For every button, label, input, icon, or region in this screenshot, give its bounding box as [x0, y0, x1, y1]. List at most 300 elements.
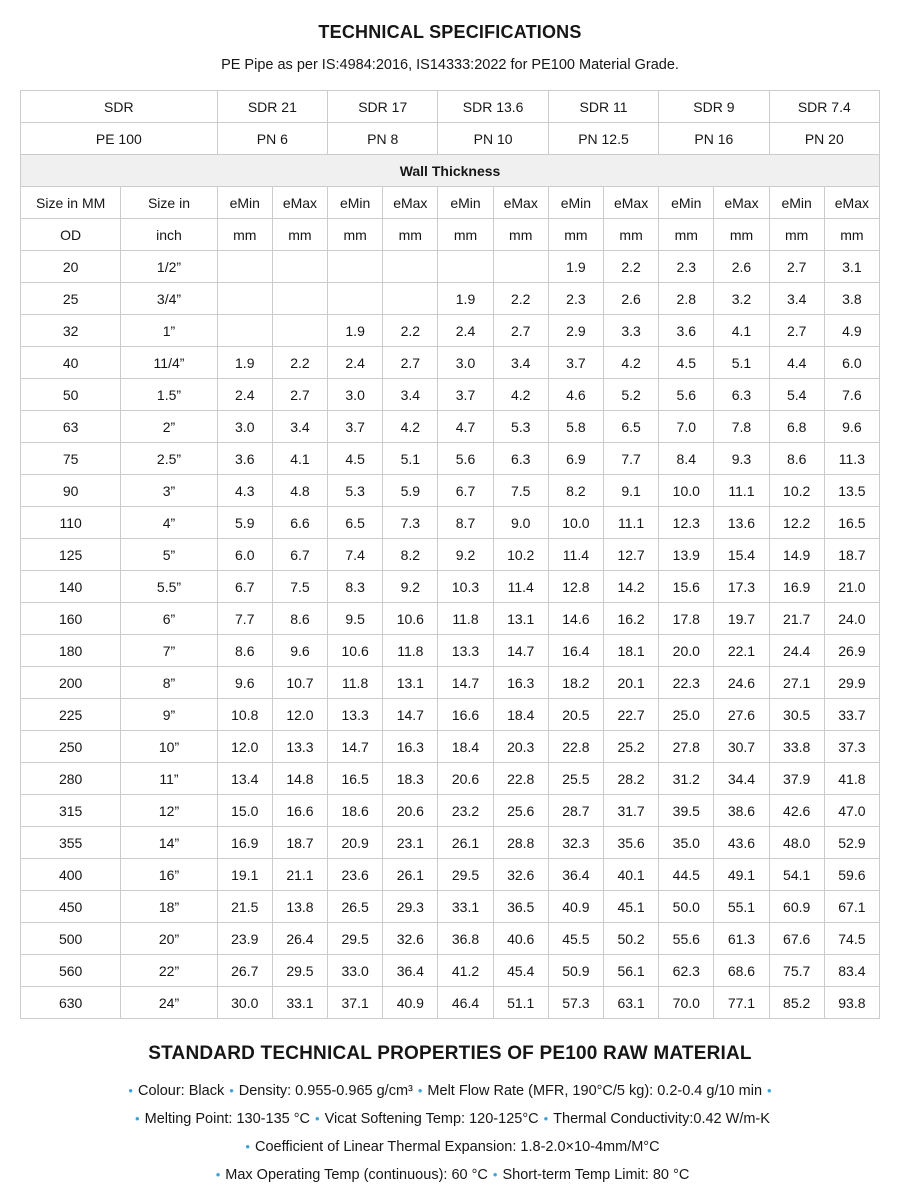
- property-item: Density: 0.955-0.965 g/cm³: [238, 1083, 413, 1099]
- thickness-value-cell: 13.3: [438, 635, 493, 667]
- sdr-value-cell: SDR 11: [548, 91, 658, 123]
- thickness-value-cell: 16.5: [328, 763, 383, 795]
- thickness-value-cell: 3.6: [217, 443, 272, 475]
- thickness-value-cell: 25.6: [493, 795, 548, 827]
- emin-emax-header-cell: eMax: [603, 187, 658, 219]
- od-value-cell: 90: [21, 475, 121, 507]
- thickness-value-cell: 37.1: [328, 987, 383, 1019]
- thickness-value-cell: 12.0: [217, 731, 272, 763]
- thickness-value-cell: 2.8: [659, 283, 714, 315]
- thickness-value-cell: 27.8: [659, 731, 714, 763]
- thickness-value-cell: 23.9: [217, 923, 272, 955]
- thickness-value-cell: 4.3: [217, 475, 272, 507]
- thickness-value-cell: 67.6: [769, 923, 824, 955]
- wall-thickness-header-row: [21, 155, 880, 187]
- table-row: [21, 795, 880, 827]
- thickness-value-cell: 18.4: [493, 699, 548, 731]
- property-item: Melting Point: 130-135 °C: [144, 1111, 310, 1127]
- thickness-value-cell: 2.7: [769, 251, 824, 283]
- thickness-value-cell: 40.9: [548, 891, 603, 923]
- thickness-value-cell: 2.7: [383, 347, 438, 379]
- sdr-value-cell: SDR 7.4: [769, 91, 879, 123]
- thickness-value-cell: 10.0: [659, 475, 714, 507]
- od-value-cell: 200: [21, 667, 121, 699]
- table-row: [21, 859, 880, 891]
- thickness-value-cell: 5.6: [659, 379, 714, 411]
- thickness-value-cell: 2.6: [714, 251, 769, 283]
- thickness-value-cell: 28.8: [493, 827, 548, 859]
- thickness-value-cell: 20.5: [548, 699, 603, 731]
- thickness-value-cell: 12.7: [603, 539, 658, 571]
- inch-value-cell: 5”: [121, 539, 217, 571]
- od-value-cell: 355: [21, 827, 121, 859]
- inch-value-cell: 11”: [121, 763, 217, 795]
- thickness-value-cell: 3.4: [493, 347, 548, 379]
- thickness-value-cell: 3.0: [328, 379, 383, 411]
- thickness-value-cell: 36.8: [438, 923, 493, 955]
- table-row: [21, 507, 880, 539]
- inch-value-cell: 10”: [121, 731, 217, 763]
- thickness-value-cell: 2.6: [603, 283, 658, 315]
- property-item: Max Operating Temp (continuous): 60 °C: [225, 1167, 488, 1183]
- thickness-value-cell: 2.2: [493, 283, 548, 315]
- bullet-icon: •: [417, 1083, 423, 1098]
- thickness-value-cell: 13.3: [272, 731, 327, 763]
- thickness-value-cell: 31.2: [659, 763, 714, 795]
- thickness-value-cell: 4.2: [493, 379, 548, 411]
- thickness-value-cell: [383, 251, 438, 283]
- mm-unit-cell: mm: [769, 219, 824, 251]
- emin-emax-header-cell: eMax: [824, 187, 879, 219]
- thickness-value-cell: 7.5: [272, 571, 327, 603]
- thickness-value-cell: 62.3: [659, 955, 714, 987]
- thickness-value-cell: 9.3: [714, 443, 769, 475]
- thickness-value-cell: 51.1: [493, 987, 548, 1019]
- thickness-value-cell: 12.0: [272, 699, 327, 731]
- thickness-value-cell: 36.4: [383, 955, 438, 987]
- emin-emax-header-cell: eMax: [272, 187, 327, 219]
- thickness-value-cell: 43.6: [714, 827, 769, 859]
- od-value-cell: 32: [21, 315, 121, 347]
- inch-value-cell: 18”: [121, 891, 217, 923]
- property-line: [0, 1133, 900, 1161]
- table-row: [21, 987, 880, 1019]
- thickness-value-cell: 2.4: [438, 315, 493, 347]
- thickness-value-cell: 3.7: [438, 379, 493, 411]
- od-value-cell: 160: [21, 603, 121, 635]
- mm-unit-cell: mm: [438, 219, 493, 251]
- thickness-value-cell: 54.1: [769, 859, 824, 891]
- od-value-cell: 25: [21, 283, 121, 315]
- thickness-value-cell: 3.3: [603, 315, 658, 347]
- thickness-value-cell: 4.4: [769, 347, 824, 379]
- thickness-value-cell: 49.1: [714, 859, 769, 891]
- thickness-value-cell: 10.8: [217, 699, 272, 731]
- thickness-value-cell: 35.6: [603, 827, 658, 859]
- thickness-value-cell: 23.6: [328, 859, 383, 891]
- thickness-value-cell: 32.3: [548, 827, 603, 859]
- page-subtitle: PE Pipe as per IS:4984:2016, IS14333:2022 for PE100 Material Grade.: [221, 57, 679, 73]
- thickness-value-cell: 20.0: [659, 635, 714, 667]
- table-row: [21, 955, 880, 987]
- thickness-value-cell: 11.8: [383, 635, 438, 667]
- inch-value-cell: 24”: [121, 987, 217, 1019]
- thickness-value-cell: 5.6: [438, 443, 493, 475]
- table-row: [21, 571, 880, 603]
- thickness-value-cell: 2.2: [383, 315, 438, 347]
- sdr-header-row: [21, 91, 880, 123]
- thickness-value-cell: 7.7: [603, 443, 658, 475]
- thickness-value-cell: 18.7: [272, 827, 327, 859]
- thickness-value-cell: 4.7: [438, 411, 493, 443]
- inch-value-cell: 20”: [121, 923, 217, 955]
- thickness-value-cell: [493, 251, 548, 283]
- thickness-value-cell: 27.6: [714, 699, 769, 731]
- thickness-value-cell: 26.5: [328, 891, 383, 923]
- table-row: [21, 603, 880, 635]
- mm-unit-cell: mm: [383, 219, 438, 251]
- thickness-value-cell: 29.9: [824, 667, 879, 699]
- thickness-value-cell: 6.7: [217, 571, 272, 603]
- thickness-value-cell: 5.1: [383, 443, 438, 475]
- thickness-value-cell: 11.1: [714, 475, 769, 507]
- thickness-value-cell: 23.1: [383, 827, 438, 859]
- thickness-value-cell: 4.8: [272, 475, 327, 507]
- thickness-value-cell: 5.8: [548, 411, 603, 443]
- od-value-cell: 500: [21, 923, 121, 955]
- thickness-value-cell: 2.9: [548, 315, 603, 347]
- thickness-value-cell: 9.2: [438, 539, 493, 571]
- thickness-value-cell: 2.2: [603, 251, 658, 283]
- thickness-value-cell: 20.6: [438, 763, 493, 795]
- thickness-value-cell: 22.3: [659, 667, 714, 699]
- thickness-value-cell: 1.9: [548, 251, 603, 283]
- pn-value-cell: PN 16: [659, 123, 769, 155]
- thickness-value-cell: 9.0: [493, 507, 548, 539]
- thickness-value-cell: 19.1: [217, 859, 272, 891]
- thickness-value-cell: 8.6: [217, 635, 272, 667]
- thickness-value-cell: 14.7: [328, 731, 383, 763]
- thickness-value-cell: [328, 251, 383, 283]
- size-inch-header-cell: Size in: [121, 187, 217, 219]
- pn-value-cell: PN 10: [438, 123, 548, 155]
- thickness-value-cell: 6.7: [272, 539, 327, 571]
- pn-value-cell: PN 12.5: [548, 123, 658, 155]
- inch-value-cell: 1”: [121, 315, 217, 347]
- thickness-value-cell: 9.2: [383, 571, 438, 603]
- thickness-value-cell: 6.0: [824, 347, 879, 379]
- od-value-cell: 180: [21, 635, 121, 667]
- mm-unit-cell: mm: [272, 219, 327, 251]
- thickness-value-cell: [272, 315, 327, 347]
- property-item: Short-term Temp Limit: 80 °C: [502, 1167, 690, 1183]
- inch-value-cell: 1.5”: [121, 379, 217, 411]
- thickness-value-cell: 13.4: [217, 763, 272, 795]
- thickness-value-cell: 3.4: [769, 283, 824, 315]
- pipe-spec-table-body: [21, 91, 880, 1019]
- thickness-value-cell: 5.9: [383, 475, 438, 507]
- thickness-value-cell: 8.2: [383, 539, 438, 571]
- bullet-icon: •: [492, 1167, 498, 1182]
- thickness-value-cell: 7.0: [659, 411, 714, 443]
- table-row: [21, 731, 880, 763]
- od-value-cell: 50: [21, 379, 121, 411]
- thickness-value-cell: 26.7: [217, 955, 272, 987]
- thickness-value-cell: 10.0: [548, 507, 603, 539]
- thickness-value-cell: 3.7: [548, 347, 603, 379]
- pn-value-cell: PN 20: [769, 123, 879, 155]
- thickness-value-cell: 21.1: [272, 859, 327, 891]
- thickness-value-cell: 16.2: [603, 603, 658, 635]
- table-row: [21, 347, 880, 379]
- thickness-value-cell: 5.1: [714, 347, 769, 379]
- thickness-value-cell: 6.5: [328, 507, 383, 539]
- bullet-icon: •: [229, 1083, 234, 1098]
- thickness-value-cell: 12.2: [769, 507, 824, 539]
- pn-header-row: [21, 123, 880, 155]
- mm-unit-cell: mm: [659, 219, 714, 251]
- inch-value-cell: 8”: [121, 667, 217, 699]
- thickness-value-cell: 7.5: [493, 475, 548, 507]
- emin-emax-header-cell: eMin: [548, 187, 603, 219]
- thickness-value-cell: 4.2: [383, 411, 438, 443]
- thickness-value-cell: 47.0: [824, 795, 879, 827]
- thickness-value-cell: 46.4: [438, 987, 493, 1019]
- thickness-value-cell: 18.6: [328, 795, 383, 827]
- thickness-value-cell: 4.1: [714, 315, 769, 347]
- thickness-value-cell: 55.6: [659, 923, 714, 955]
- bullet-icon: •: [135, 1111, 140, 1126]
- thickness-value-cell: 19.7: [714, 603, 769, 635]
- thickness-value-cell: 30.0: [217, 987, 272, 1019]
- thickness-value-cell: 15.0: [217, 795, 272, 827]
- thickness-value-cell: 4.5: [659, 347, 714, 379]
- thickness-value-cell: 50.0: [659, 891, 714, 923]
- thickness-value-cell: [217, 315, 272, 347]
- inch-value-cell: 7”: [121, 635, 217, 667]
- thickness-value-cell: 61.3: [714, 923, 769, 955]
- thickness-value-cell: 55.1: [714, 891, 769, 923]
- thickness-value-cell: 7.8: [714, 411, 769, 443]
- thickness-value-cell: 8.6: [769, 443, 824, 475]
- od-value-cell: 280: [21, 763, 121, 795]
- thickness-value-cell: 11.4: [493, 571, 548, 603]
- od-value-cell: 75: [21, 443, 121, 475]
- thickness-value-cell: 20.3: [493, 731, 548, 763]
- thickness-value-cell: 20.1: [603, 667, 658, 699]
- thickness-value-cell: 3.6: [659, 315, 714, 347]
- thickness-value-cell: 11.4: [548, 539, 603, 571]
- thickness-value-cell: 24.4: [769, 635, 824, 667]
- thickness-value-cell: 48.0: [769, 827, 824, 859]
- thickness-value-cell: 10.3: [438, 571, 493, 603]
- thickness-value-cell: 14.2: [603, 571, 658, 603]
- thickness-value-cell: 13.5: [824, 475, 879, 507]
- od-value-cell: 63: [21, 411, 121, 443]
- thickness-value-cell: 2.3: [659, 251, 714, 283]
- thickness-value-cell: 4.5: [328, 443, 383, 475]
- inch-value-cell: 4”: [121, 507, 217, 539]
- inch-value-cell: 2”: [121, 411, 217, 443]
- thickness-value-cell: 3.0: [217, 411, 272, 443]
- thickness-value-cell: 4.9: [824, 315, 879, 347]
- od-value-cell: 315: [21, 795, 121, 827]
- thickness-value-cell: [328, 283, 383, 315]
- thickness-value-cell: 18.3: [383, 763, 438, 795]
- thickness-value-cell: 7.6: [824, 379, 879, 411]
- thickness-value-cell: 1.9: [217, 347, 272, 379]
- thickness-value-cell: 9.6: [824, 411, 879, 443]
- thickness-value-cell: 18.7: [824, 539, 879, 571]
- mm-unit-cell: mm: [548, 219, 603, 251]
- thickness-value-cell: 11.1: [603, 507, 658, 539]
- emin-emax-header-cell: eMin: [659, 187, 714, 219]
- thickness-value-cell: 70.0: [659, 987, 714, 1019]
- thickness-value-cell: 3.2: [714, 283, 769, 315]
- table-row: [21, 283, 880, 315]
- table-row: [21, 827, 880, 859]
- mm-unit-cell: mm: [714, 219, 769, 251]
- thickness-value-cell: 6.9: [548, 443, 603, 475]
- thickness-value-cell: 41.2: [438, 955, 493, 987]
- thickness-value-cell: 8.2: [548, 475, 603, 507]
- od-header-cell: OD: [21, 219, 121, 251]
- table-row: [21, 443, 880, 475]
- thickness-value-cell: 37.9: [769, 763, 824, 795]
- thickness-value-cell: 5.3: [493, 411, 548, 443]
- thickness-value-cell: 9.5: [328, 603, 383, 635]
- thickness-value-cell: 56.1: [603, 955, 658, 987]
- emin-emax-header-cell: eMin: [217, 187, 272, 219]
- sdr-value-cell: SDR 13.6: [438, 91, 548, 123]
- thickness-value-cell: 1.9: [438, 283, 493, 315]
- thickness-value-cell: 7.3: [383, 507, 438, 539]
- bullet-icon: •: [767, 1083, 772, 1098]
- thickness-value-cell: 42.6: [769, 795, 824, 827]
- thickness-value-cell: 63.1: [603, 987, 658, 1019]
- table-row: [21, 315, 880, 347]
- thickness-value-cell: 4.1: [272, 443, 327, 475]
- thickness-value-cell: 2.7: [769, 315, 824, 347]
- thickness-value-cell: 22.7: [603, 699, 658, 731]
- thickness-value-cell: 41.8: [824, 763, 879, 795]
- thickness-value-cell: 17.8: [659, 603, 714, 635]
- thickness-value-cell: 3.4: [272, 411, 327, 443]
- inch-value-cell: 5.5”: [121, 571, 217, 603]
- property-item: Colour: Black: [137, 1083, 225, 1099]
- material-grade-cell: PE 100: [21, 123, 218, 155]
- thickness-value-cell: 8.3: [328, 571, 383, 603]
- thickness-value-cell: 18.1: [603, 635, 658, 667]
- thickness-value-cell: 67.1: [824, 891, 879, 923]
- thickness-value-cell: 10.2: [493, 539, 548, 571]
- thickness-value-cell: 35.0: [659, 827, 714, 859]
- thickness-value-cell: 13.8: [272, 891, 327, 923]
- thickness-value-cell: 3.7: [328, 411, 383, 443]
- thickness-value-cell: 5.4: [769, 379, 824, 411]
- inch-value-cell: 9”: [121, 699, 217, 731]
- emin-emax-header-cell: eMin: [769, 187, 824, 219]
- thickness-value-cell: 6.0: [217, 539, 272, 571]
- thickness-value-cell: 38.6: [714, 795, 769, 827]
- thickness-value-cell: 25.2: [603, 731, 658, 763]
- thickness-value-cell: 13.3: [328, 699, 383, 731]
- thickness-value-cell: 20.9: [328, 827, 383, 859]
- inch-value-cell: 12”: [121, 795, 217, 827]
- thickness-value-cell: 8.7: [438, 507, 493, 539]
- thickness-value-cell: 10.6: [383, 603, 438, 635]
- thickness-value-cell: 9.6: [217, 667, 272, 699]
- sdr-value-cell: SDR 17: [328, 91, 438, 123]
- emin-emax-header-cell: eMax: [714, 187, 769, 219]
- thickness-value-cell: 75.7: [769, 955, 824, 987]
- properties-list: [0, 1077, 900, 1189]
- inch-value-cell: 1/2”: [121, 251, 217, 283]
- od-value-cell: 110: [21, 507, 121, 539]
- bullet-icon: •: [128, 1083, 133, 1098]
- thickness-value-cell: 40.9: [383, 987, 438, 1019]
- thickness-value-cell: 36.5: [493, 891, 548, 923]
- thickness-value-cell: 45.5: [548, 923, 603, 955]
- table-row: [21, 635, 880, 667]
- thickness-value-cell: 24.6: [714, 667, 769, 699]
- od-value-cell: 630: [21, 987, 121, 1019]
- thickness-value-cell: 2.3: [548, 283, 603, 315]
- thickness-value-cell: 21.0: [824, 571, 879, 603]
- thickness-value-cell: 74.5: [824, 923, 879, 955]
- thickness-value-cell: 36.4: [548, 859, 603, 891]
- thickness-value-cell: 16.4: [548, 635, 603, 667]
- thickness-value-cell: 6.8: [769, 411, 824, 443]
- thickness-value-cell: 10.7: [272, 667, 327, 699]
- sdr-label-cell: SDR: [21, 91, 218, 123]
- thickness-value-cell: 5.2: [603, 379, 658, 411]
- thickness-value-cell: 21.7: [769, 603, 824, 635]
- thickness-value-cell: 5.3: [328, 475, 383, 507]
- inch-value-cell: 14”: [121, 827, 217, 859]
- thickness-value-cell: 57.3: [548, 987, 603, 1019]
- thickness-value-cell: 7.7: [217, 603, 272, 635]
- thickness-value-cell: 3.8: [824, 283, 879, 315]
- thickness-value-cell: 59.6: [824, 859, 879, 891]
- thickness-value-cell: 52.9: [824, 827, 879, 859]
- thickness-value-cell: 26.1: [383, 859, 438, 891]
- thickness-value-cell: [383, 283, 438, 315]
- thickness-value-cell: 6.5: [603, 411, 658, 443]
- inch-value-cell: 11/4”: [121, 347, 217, 379]
- thickness-value-cell: 44.5: [659, 859, 714, 891]
- mm-unit-cell: mm: [328, 219, 383, 251]
- property-item: Thermal Conductivity:0.42 W/m-K: [553, 1111, 770, 1127]
- pn-value-cell: PN 6: [217, 123, 327, 155]
- thickness-value-cell: 26.9: [824, 635, 879, 667]
- unit-header-row: [21, 219, 880, 251]
- thickness-value-cell: 8.6: [272, 603, 327, 635]
- thickness-value-cell: 6.3: [714, 379, 769, 411]
- thickness-value-cell: 20.6: [383, 795, 438, 827]
- thickness-value-cell: 6.3: [493, 443, 548, 475]
- thickness-value-cell: 34.4: [714, 763, 769, 795]
- properties-heading: STANDARD TECHNICAL PROPERTIES OF PE100 RAW MATERIAL: [148, 1043, 752, 1064]
- pn-value-cell: PN 8: [328, 123, 438, 155]
- thickness-value-cell: 2.7: [272, 379, 327, 411]
- thickness-value-cell: 30.7: [714, 731, 769, 763]
- thickness-value-cell: 16.5: [824, 507, 879, 539]
- inch-value-cell: 16”: [121, 859, 217, 891]
- thickness-value-cell: 11.3: [824, 443, 879, 475]
- thickness-value-cell: 10.2: [769, 475, 824, 507]
- thickness-value-cell: 3.4: [383, 379, 438, 411]
